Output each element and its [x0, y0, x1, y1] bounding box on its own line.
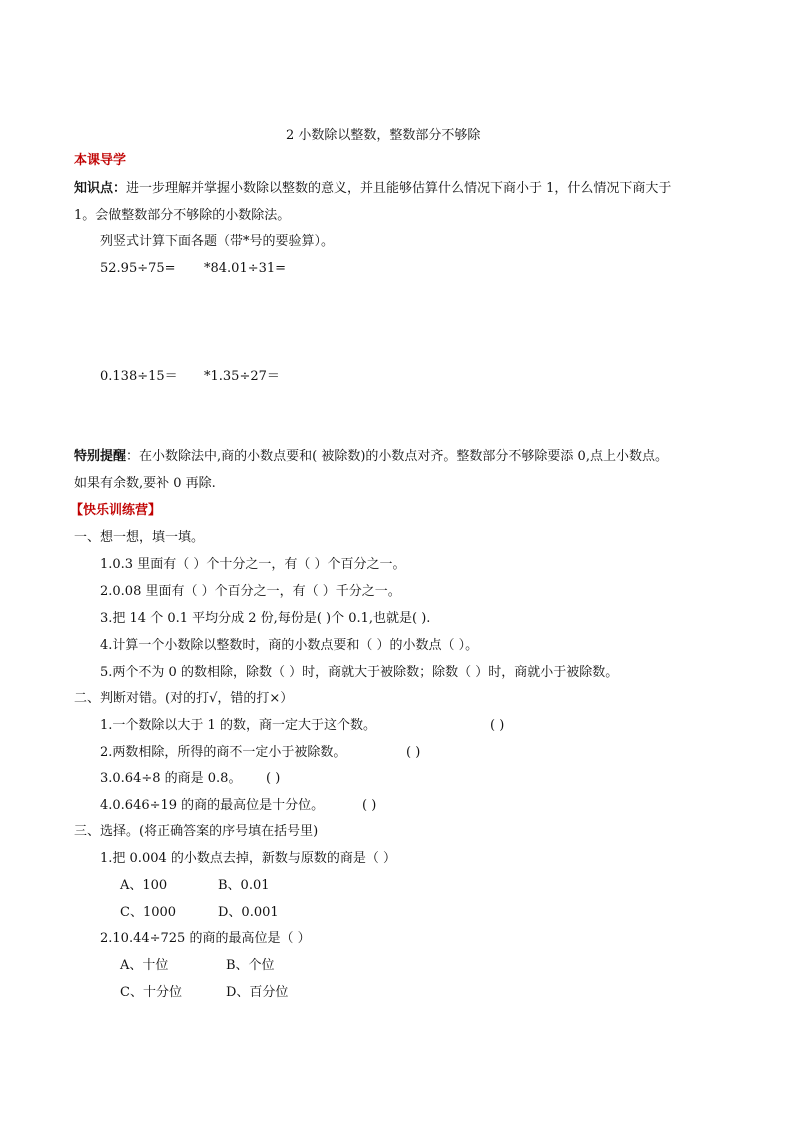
- part1-item: 4.计算一个小数除以整数时，商的小数点要和（ ）的小数点（ ）。: [100, 638, 479, 653]
- choice-option: B、个位: [226, 958, 275, 973]
- reminder-text-line2: 如果有余数,要补 0 再除.: [74, 476, 216, 491]
- choice-option: D、百分位: [226, 985, 289, 1000]
- calc-problem-4: *1.35÷27＝: [204, 369, 280, 384]
- part3-question-1: 1.把 0.004 的小数点去掉，新数与原数的商是（ ）: [100, 851, 397, 866]
- part2-item-text: 3.0.64÷8 的商是 0.8。: [100, 771, 242, 786]
- reminder-paragraph: [74, 448, 668, 466]
- part1-item: 2.0.08 里面有（ ）个百分之一，有（ ）千分之一。: [100, 584, 401, 599]
- part2-heading: 二、判断对错。(对的打√，错的打×）: [74, 691, 294, 706]
- part2-item-text: 1.一个数除以大于 1 的数，商一定大于这个数。: [100, 718, 376, 733]
- calc-problem-3: 0.138÷15＝: [100, 369, 178, 384]
- part1-item: 5.两个不为 0 的数相除，除数（ ）时，商就大于被除数；除数（ ）时，商就小于被除数。: [100, 665, 619, 680]
- choice-option: A、100: [120, 878, 168, 893]
- knowledge-label: 知识点：: [74, 181, 127, 196]
- part3-heading: 三、选择。(将正确答案的序号填在括号里): [74, 824, 319, 839]
- reminder-label: 特别提醒: [74, 449, 127, 464]
- choice-option: C、十分位: [120, 985, 182, 1000]
- part2-answer-bracket: ( ): [490, 718, 505, 733]
- knowledge-text-line2: 1。会做整数部分不够除的小数除法。: [74, 208, 291, 223]
- part1-item: 3.把 14 个 0.1 平均分成 2 份,每份是( )个 0.1,也就是( ).: [100, 611, 431, 626]
- choice-option: D、0.001: [218, 905, 279, 920]
- choice-option: B、0.01: [218, 878, 270, 893]
- part2-answer-bracket: ( ): [406, 745, 421, 760]
- calc-instruction: 列竖式计算下面各题（带*号的要验算）。: [100, 234, 335, 249]
- reminder-text-line1: ：在小数除法中,商的小数点要和( 被除数)的小数点对齐。整数部分不够除要添 0,点上小数点。: [126, 449, 668, 464]
- knowledge-paragraph: [74, 180, 671, 198]
- practice-header: 【快乐训练营】: [70, 503, 162, 518]
- part2-item-text: 4.0.646÷19 的商的最高位是十分位。: [100, 798, 325, 813]
- knowledge-text-line1: 进一步理解并掌握小数除以整数的意义，并且能够估算什么情况下商小于 1，什么情况下商大于: [126, 181, 672, 196]
- part2-answer-bracket: ( ): [266, 771, 281, 786]
- choice-option: A、十位: [120, 958, 169, 973]
- calc-problem-2: *84.01÷31=: [204, 261, 287, 276]
- calc-problem-1: 52.95÷75=: [100, 261, 176, 276]
- part1-heading: 一、想一想，填一填。: [74, 530, 205, 545]
- part2-item-text: 2.两数相除，所得的商不一定小于被除数。: [100, 745, 347, 760]
- part1-item: 1.0.3 里面有（ ）个十分之一，有（ ）个百分之一。: [100, 557, 406, 572]
- part2-answer-bracket: ( ): [362, 798, 377, 813]
- section-guide-heading: 本课导学: [74, 153, 127, 168]
- choice-option: C、1000: [120, 905, 177, 920]
- page-title: 2 小数除以整数，整数部分不够除: [286, 128, 481, 143]
- part3-question-2: 2.10.44÷725 的商的最高位是（ ）: [100, 931, 311, 946]
